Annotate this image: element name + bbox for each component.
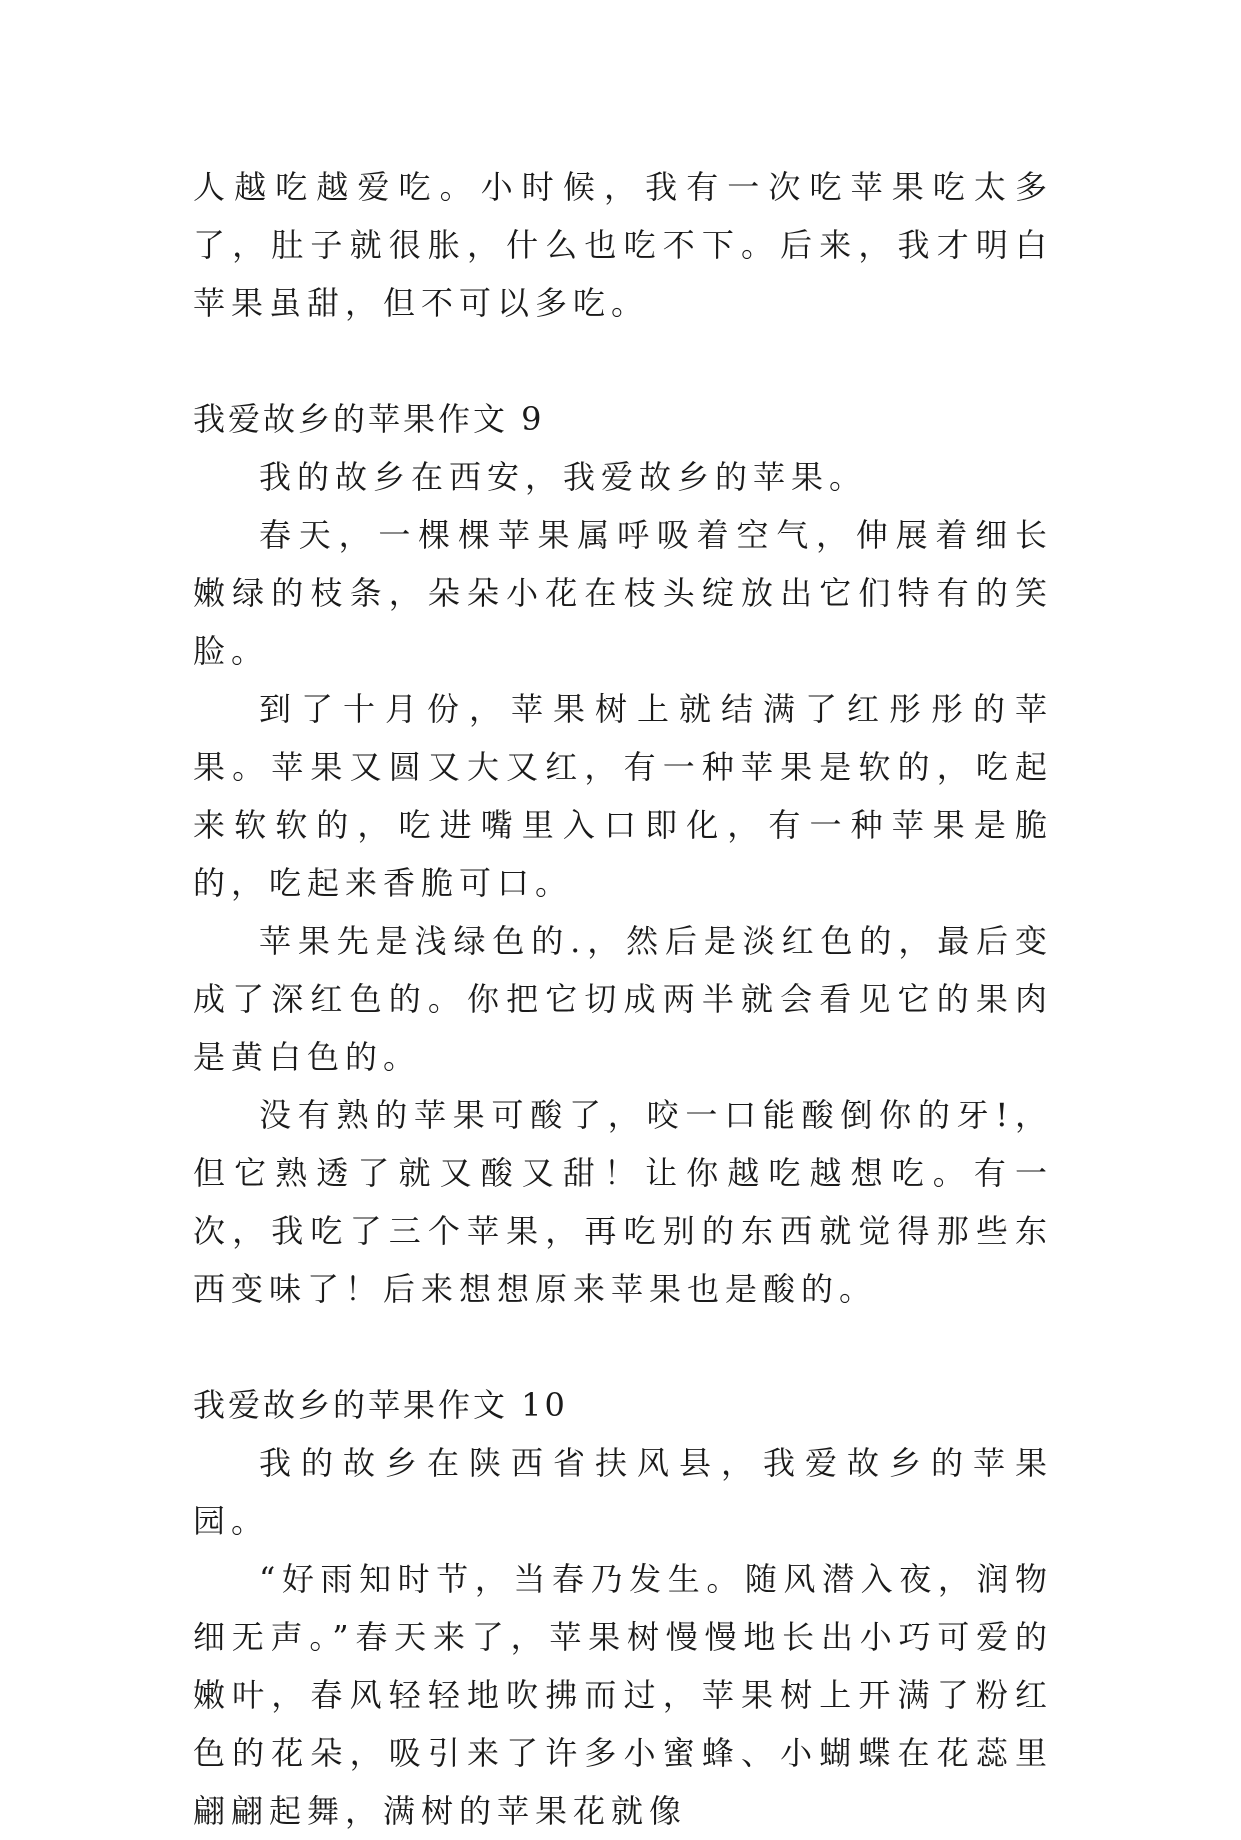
section-9-paragraph-2: 春天，一棵棵苹果属呼吸着空气，伸展着细长嫩绿的枝条，朵朵小花在枝头绽放出它们特有的笑脸。 [193,516,1053,670]
section-9-paragraph-3: 到了十月份，苹果树上就结满了红彤彤的苹果。苹果又圆又大又红，有一种苹果是软的，吃起来软软的，吃进嘴里入口即化，有一种苹果是脆的，吃起来香脆可口。 [193,690,1053,902]
section-9-title: 我爱故乡的苹果作文 9 [193,400,545,438]
continuation-paragraph: 人越吃越爱吃。小时候，我有一次吃苹果吃太多了，肚子就很胀，什么也吃不下。后来，我才明白苹果虽甜，但不可以多吃。 [193,168,1053,322]
section-10-title: 我爱故乡的苹果作文 10 [193,1386,568,1424]
section-9-paragraph-4: 苹果先是浅绿色的.，然后是淡红色的，最后变成了深红色的。你把它切成两半就会看见它的果肉是黄白色的。 [193,922,1053,1076]
section-10-paragraph-1: 我的故乡在陕西省扶风县，我爱故乡的苹果园。 [193,1444,1053,1540]
document-page [193,158,1053,1840]
section-9-paragraph-5: 没有熟的苹果可酸了，咬一口能酸倒你的牙!，但它熟透了就又酸又甜！让你越吃越想吃。有一次，我吃了三个苹果，再吃别的东西就觉得那些东西变味了！后来想想原来苹果也是酸的。 [193,1096,1053,1308]
section-spacer [193,332,1053,390]
section-spacer [193,1318,1053,1376]
section-9-paragraph-1: 我的故乡在西安，我爱故乡的苹果。 [259,458,868,496]
section-10-paragraph-2: “好雨知时节，当春乃发生。随风潜入夜，润物细无声。”春天来了，苹果树慢慢地长出小巧可爱的嫩叶，春风轻轻地吹拂而过，苹果树上开满了粉红色的花朵，吸引来了许多小蜜蜂、小蝴蝶在花蕊里翩翩起舞，满树的苹果花就像 [193,1560,1053,1830]
